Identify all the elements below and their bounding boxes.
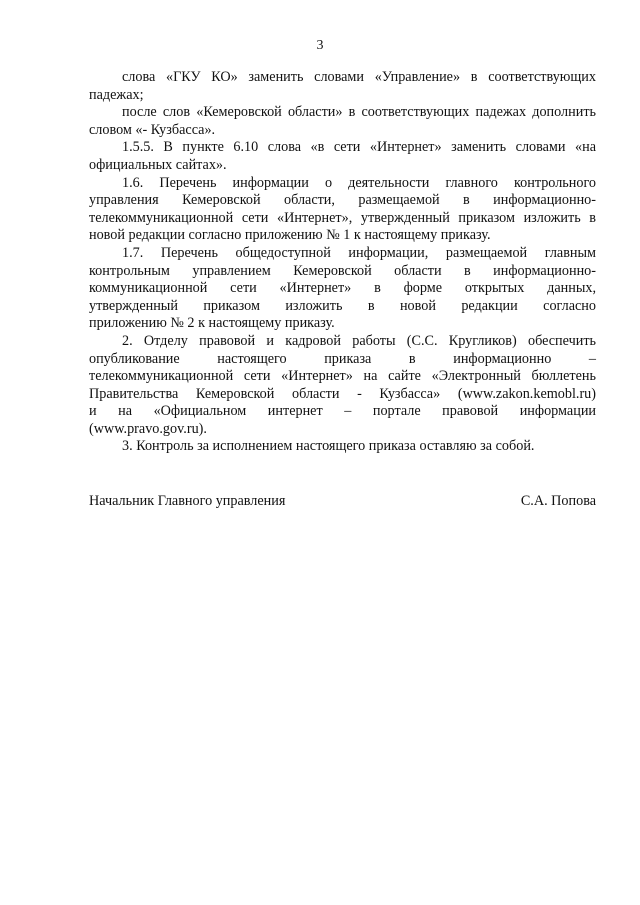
text-line: новой редакции согласно приложению № 1 к настоящему приказу. bbox=[89, 227, 491, 244]
document-body bbox=[89, 69, 596, 456]
text-line: после слов «Кемеровской области» в соответствующих падежах дополнить bbox=[122, 104, 596, 121]
paragraph-p3 bbox=[89, 139, 596, 174]
text-line: утвержденный приказом изложить в новой редакции согласно bbox=[89, 297, 596, 314]
text-line: 1.5.5. В пункте 6.10 слова «в сети «Интернет» заменить словами «на bbox=[122, 139, 596, 156]
text-line: 3. Контроль за исполнением настоящего приказа оставляю за собой. bbox=[122, 438, 535, 455]
paragraph-p6 bbox=[89, 333, 596, 439]
paragraph-p4 bbox=[89, 175, 596, 245]
text-line: и на «Официальном интернет – портале правовой информации bbox=[89, 403, 596, 420]
paragraph-p2 bbox=[89, 104, 596, 139]
text-line: слова «ГКУ КО» заменить словами «Управление» в соответствующих bbox=[122, 69, 596, 85]
page-number: 3 bbox=[316, 38, 324, 53]
text-line: телекоммуникационной сети «Интернет» на сайте «Электронный бюллетень bbox=[89, 368, 596, 385]
text-line: Правительства Кемеровской области - Кузбасса» (www.zakon.kemobl.ru) bbox=[89, 385, 596, 402]
text-line: телекоммуникационной сети «Интернет», утвержденный приказом изложить в bbox=[89, 209, 596, 226]
text-line: контрольным управлением Кемеровской области в информационно- bbox=[89, 262, 596, 279]
text-line: 2. Отделу правовой и кадровой работы (С.С. Кругликов) обеспечить bbox=[122, 332, 596, 349]
paragraph-p7 bbox=[89, 438, 596, 456]
signatory-name: С.А. Попова bbox=[520, 493, 596, 509]
text-line: (www.pravo.gov.ru). bbox=[89, 420, 207, 437]
text-line: официальных сайтах». bbox=[89, 156, 227, 173]
text-line: словом «- Кузбасса». bbox=[89, 121, 216, 138]
text-line: коммуникационной сети «Интернет» в форме открытых данных, bbox=[89, 280, 596, 297]
text-line: управления Кемеровской области, размещаемой в информационно- bbox=[89, 192, 596, 209]
paragraph-p1 bbox=[89, 69, 596, 104]
signatory-position: Начальник Главного управления bbox=[89, 493, 286, 509]
paragraph-p5 bbox=[89, 245, 596, 333]
text-line: приложению № 2 к настоящему приказу. bbox=[89, 315, 335, 332]
text-line: опубликование настоящего приказа в информационно – bbox=[89, 350, 596, 367]
text-line: 1.7. Перечень общедоступной информации, размещаемой главным bbox=[122, 244, 596, 261]
text-line: 1.6. Перечень информации о деятельности главного контрольного bbox=[122, 174, 596, 191]
text-line: падежах; bbox=[89, 86, 144, 103]
